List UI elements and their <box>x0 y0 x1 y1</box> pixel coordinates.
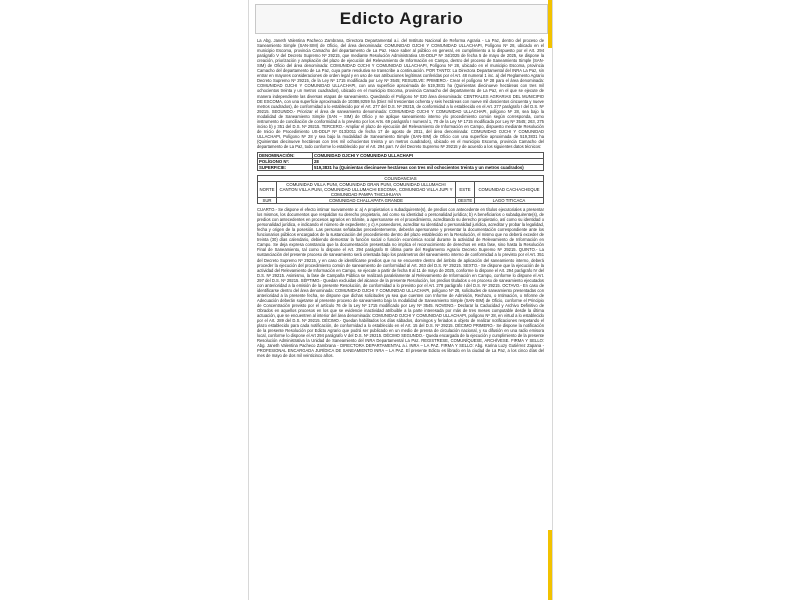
table-cell: COMUNIDAD CACHACHEQUE <box>475 182 544 198</box>
table-cell: OESTE <box>456 198 475 204</box>
colindancias-table <box>257 175 544 204</box>
intro-paragraph: La Abg. Janeth Valentina Pacheco Zambrana, Directora Departamental a.i. del Instituto Nacional de Reforma Agraria - La Paz, dentro del proceso de Saneamiento Simple (SAN-SIM) de Oficio, del área denominada: COMUNIDAD OJCHI Y COMUNIDAD ULLACHAPI, Polígono Nº 28, ubicado en el municipio Escoma, provincia Camacho del departamento de La Paz. Hace saber al público en general, en cumplimiento a lo dispuesto por el Art. 294 parágrafo V del Decreto Supremo Nº 29215, que mediante Resolución Administrativa US-DDLP Nº 34/2025 de fecha 5 de mayo de 2025, se dispone la creación, priorización y ampliación del plazo de ejecución del Relevamiento de Información en Campo, dentro del proceso de Saneamiento Simple (SAN-SIM) de Oficio del área denominada: COMUNIDAD OJCHI Y COMUNIDAD ULLACHAPI, Polígono Nº 28, ubicado en el municipio Escoma, provincia Camacho del departamento de La Paz, cuya parte resolutiva se transcribe a continuación. POR TANTO: La Directora Departamental del INRA La Paz, sin entrar en mayores consideraciones de orden legal y en uso de sus atribuciones legítimas conferidas por el Art. 48 numeral 1 inc. a) del Reglamento Agrario Decreto Supremo Nº 29215, de la Ley Nº 1715 modificada por Ley Nº 3545; RESUELVE: PRIMERO.- Crear el polígono Nº 28 para el área denominada: COMUNIDAD OJCHI Y COMUNIDAD ULLACHAPI, con una superficie aproximada de 519,3831 ha (Quinientas diecinueve hectáreas con tres mil ochocientos treinta y un metros cuadrados), ubicado en el municipio Escoma, provincia Camacho del departamento de La Paz, en el que se ejecute de manera independiente las diversas etapas de saneamiento. Quedando el Polígono Nº 020 área denominada: CENTRALES AGRARIAS DEL MUNICIPIO DE ESCOMA, con una superficie aproximada de 10386,9259 ha (Diez mil trescientas ochenta y seis hectáreas con nueve mil doscientos cincuenta y nueve metros cuadrados), de conformidad a lo establecido por el Art. 277 del D.S. Nº 29215, de conformidad a lo establecido en el Art. 277 parágrafo I del D.S. Nº 29215. SEGUNDO.- Priorizar el área de saneamiento denominada: COMUNIDAD OJCHI Y COMUNIDAD ULLACHAPI, polígono Nº 28, sea bajo la modalidad de Saneamiento Simple (SAN – SIM) de Oficio y se aplique saneamiento interno y/o procedimiento común según corresponda, como instrumento de conciliación de conformidad a lo previsto por los Arts. 69 parágrafo I numeral 1, 70 de la Ley Nº 1715 modificada por Ley Nº 3545; 263, 275 inciso b) y 351 del D.S. Nº 29215. TERCERO.- Ampliar el plazo de ejecución del Relevamiento de Información en Campo, dispuesto mediante Resolución de Inicio de Procedimiento US-DDLP Nº 013/2011 de fecha 17 de agosto de 2011, del área denominada: COMUNIDAD OJCHI Y COMUNIDAD ULLACHAPI, Polígono Nº 28 y sea bajo la modalidad de Saneamiento Simple (SAN-SIM) de Oficio con una superficie aproximada de 519,3831 ha (Quinientas diecinueve hectáreas con tres mil ochocientos treinta y un metros cuadrados), ubicado en el municipio Escoma, provincia Camacho del departamento de La Paz, todo conforme lo establecido por el Art. 294 parr. IV del Decreto Supremo Nº 29215 y de acuerdo a los siguientes datos técnicos: <box>257 38 544 149</box>
title-box <box>255 4 548 34</box>
table-cell: POLÍGONO Nº: <box>258 159 313 165</box>
edict-sheet <box>248 0 553 600</box>
accent-stripe-top <box>548 0 553 48</box>
table-row <box>258 165 544 171</box>
table-header: COLINDANCIAS <box>258 176 544 182</box>
table-row <box>258 182 544 198</box>
body-paragraph: CUARTO.- Se dispone el efecto intimar nuevamente a: a) A propietarios o subadquirente(s), de predios con antecedente en títulos ejecutoriales a presentar los mismos, los documentos que respaldan su derecho propietario, así como su identidad o personalidad jurídica; b) A beneficiarios o subadquirente(s), de predios con antecedentes en procesos agrarios en trámite, a apersonarse en el procedimiento, acreditando su derecho propietario, así como su identidad o personalidad jurídica, e indicando el número de expediente; y c) A poseedores, acreditar su identidad o personalidad jurídica, acreditar y probar la legalidad, fecha y origen de la posesión. Las personas señaladas precedentemente, deberán apersonarse y presentar la documentación correspondiente ante los funcionarios públicos encargados de la sustanciación del procedimiento dentro del plazo establecido en la Resolución, el mismo que no deberá exceder de treinta (30) días calendario, debiendo demostrar la función social o función económica social durante la actividad de Relevamiento de Información en Campo. Se deja expresa constancia que la documentación presentada no implica el reconocimiento de derechos en esta fase, sino hasta la Resolución Final de Saneamiento, tal como lo dispone el Art. 294 parágrafo III última parte del Reglamento Agrario Decreto Supremo Nº 29215. QUINTO.- La sustanciación del presente proceso de saneamiento será orientada bajo los parámetros del saneamiento interno de conformidad a lo previsto por el Art. 351 del Decreto Supremo Nº 29215, y en caso de identificarse predios que no se encuentre dentro del ámbito de aplicación del saneamiento interno, deberá proceder la ejecución del procedimiento común de saneamiento de conformidad al Art. 263 del D.S. Nº 29215. SEXTO.- Se dispone que la ejecución de la actividad del Relevamiento de Información en Campo, se ejecute a partir de fecha 8 al 11 de mayo de 2025, conforme lo dispone el Art. 294 parágrafo IV del D.S. Nº 29215. Asimismo, la fase de Campaña Pública se realizará paralelamente al Relevamiento de Información en Campo, conforme lo dispone el Art. 297 del D.S. Nº 29215. SÉPTIMO.- Quedan excluidas del alcance de la presente Resolución, los predios titulados o en proceso de saneamiento ejecutados con anterioridad a la emisión de la presente Resolución, de conformidad a lo previsto por el Art. 278 parágrafo I del D.S. Nº 29215. OCTAVO.- En caso de identificarse dentro del área denominada: COMUNIDAD OJCHI Y COMUNIDAD ULLACHAPI, polígono Nº 28, solicitudes de saneamiento presentadas con anterioridad a la presente fecha, se dispone que dichas solicitudes ya sea que cuenten con Informe de Admisión, Rechazo, o Intimación, o Informe de Adecuación deberán sujetarse al presente proceso de saneamiento bajo la modalidad de Saneamiento Simple (SAN-SIM) de Oficio, conforme el Principio de Concentración previsto por el artículo 76 de la Ley Nº 1715 modificado por Ley Nº 3545. NOVENO.- Declarar la Caducidad y Archivo Definitivo de Obrados en aquellos procesos en los que se evidencie inactividad atribuible a la parte interesada por más de tres meses computable desde la última actuación, que se encuentren al interior del área denominada: COMUNIDAD OJCHI Y COMUNIDAD ULLACHAPI, polígono Nº 28, en virtud a lo establecido por el Art. 289 del D.S. Nº 29215. DÉCIMO.- Quedan habilitados los días sábados, domingos y feriados a objeto de realizar notificaciones respetando el plazo establecido para cada notificación, de conformidad a lo establecido en el Art. 15 del D.S. Nº 29215. DÉCIMO PRIMERO.- Se dispone la notificación de la presente Resolución por Edicto Agrario que podrá ser publicado en un medio de prensa de circulación nacional, y su difusión en una radio emisora local, conforme lo dispone el Art 294 parágrafo V del D.S. Nº 29215. DÉCIMO SEGUNDO.- Queda encargada de la ejecución y cumplimiento de la presente Resolución Administrativa la Unidad de Saneamiento del INRA Departamental La Paz. REGISTRESE, COMUNÍQUESE, ARCHÍVESE. FIRMA Y SELLO: Abg. Janeth Valentina Pacheco Zambrana - DIRECTORA DEPARTAMENTAL a.i. INRA – LA PAZ. FIRMA Y SELLO: Abg. Karina Luzy Gutiérrez Zapana - PROFESIONAL ENCARGADA JURÍDICA DE SANEAMIENTO INRA – LA PAZ. El presente Edicto es librado en la ciudad de La Paz, a los cinco días del mes de mayo de dos mil veinticinco años. <box>257 207 544 359</box>
table-cell: COMUNIDAD OJCHI Y COMUNIDAD ULLACHAPI <box>313 153 544 159</box>
accent-stripe-bottom <box>548 530 553 600</box>
table-cell: NORTE <box>258 182 277 198</box>
table-cell: DENOMINACIÓN: <box>258 153 313 159</box>
datos-tecnicos-table <box>257 152 544 171</box>
table-cell: SUR <box>258 198 277 204</box>
table-cell: 28 <box>313 159 544 165</box>
table-row <box>258 198 544 204</box>
document-body <box>257 38 544 600</box>
table-cell: ESTE <box>456 182 475 198</box>
table-cell: LAGO TITICACA <box>475 198 544 204</box>
table-cell: COMUNIDAD VILLA PUNI, COMUNIDAD GRAN PUNI, COMUNIDAD ULLUMACHI CANTON VILLA PUNI, COMUNIDAD ULLUMACHI ESCOMA, COMUNIDAD VILLA JUPI Y COMUNIDAD PAMPA THICUHUAYA <box>277 182 456 198</box>
table-cell: 519,3831 ha (Quinientas diecinueve hectáreas con tres mil ochocientos treinta y un metros cuadrados) <box>313 165 544 171</box>
table-cell: SUPERFICIE: <box>258 165 313 171</box>
document-title: Edicto Agrario <box>339 9 464 28</box>
table-cell: COMUNIDAD CHALLAPATA GRANDE <box>277 198 456 204</box>
